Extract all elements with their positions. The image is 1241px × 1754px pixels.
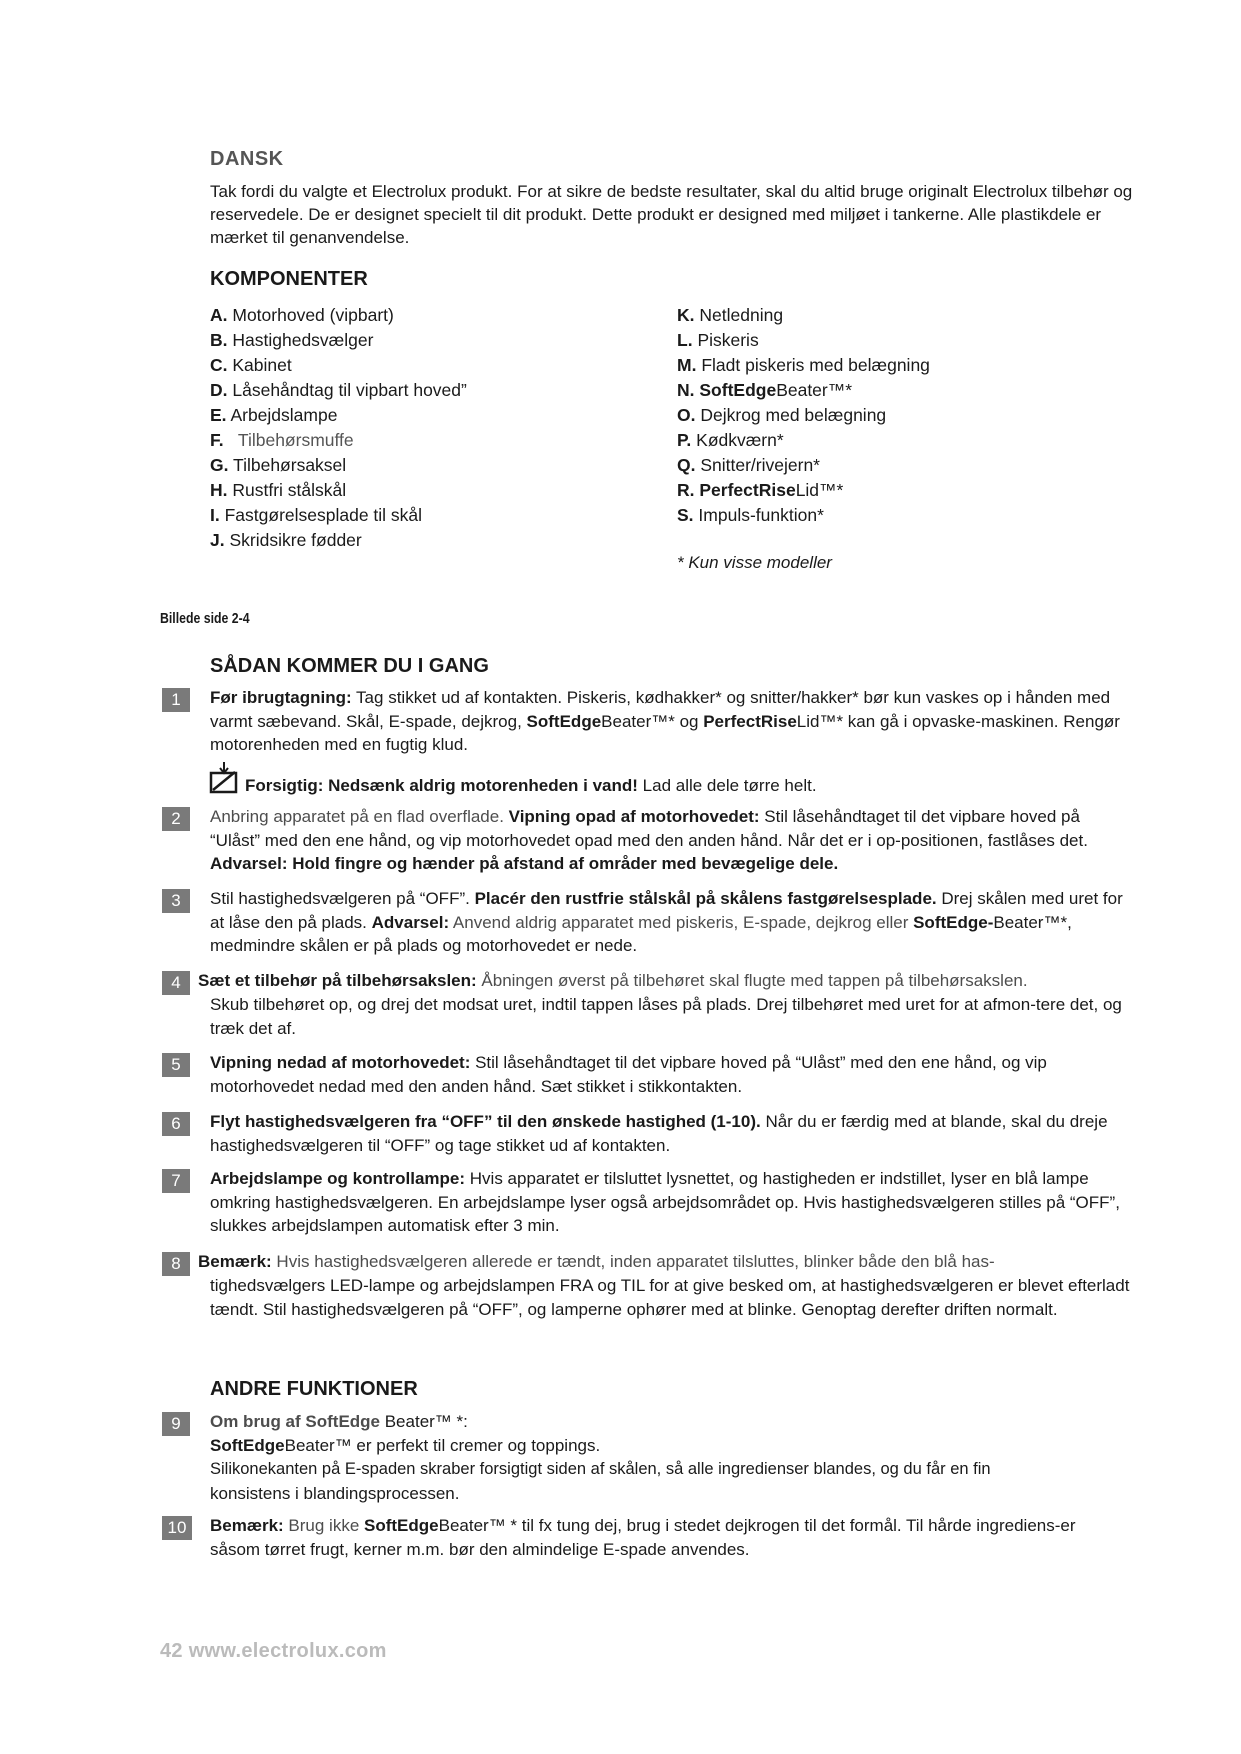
component-item: L. Piskeris (677, 330, 759, 350)
step-9-line-3: Silikonekanten på E-spaden skraber forsigtigt siden af skålen, så alle ingredienser blandes, og du får en fin (210, 1460, 991, 1478)
step-7-text: Arbejdslampe og kontrollampe: Hvis apparatet er tilsluttet lysnettet, og hastigheden er indstillet, lyser en blå lampe omkring hastighedsvælgeren. En arbejdslampe lyser også arbejdsområdet op. Hvis hastighedsvælgeren stilles på “OFF”, slukkes arbejdslampen automatisk efter 3 min. (210, 1169, 1120, 1235)
caution-text: Forsigtig: Nedsænk aldrig motorenheden i vand! Lad alle dele tørre helt. (245, 776, 817, 795)
component-item: F. Tilbehørsmuffe (210, 430, 354, 450)
step-number-9: 9 (162, 1412, 190, 1436)
step-5-text: Vipning nedad af motorhovedet: Stil låsehåndtaget til det vipbare hoved på “Ulåst” med den ene hånd, og vip motorhovedet nedad med den anden hånd. Sæt stikket i stikkontakten. (210, 1053, 1047, 1096)
caution-no-immerse-icon (208, 762, 242, 794)
component-item: D. Låsehåndtag til vipbart hoved” (210, 380, 467, 400)
step-9-title-line: Om brug af SoftEdge Beater™ *: (210, 1412, 468, 1431)
step-9-line-2: SoftEdgeBeater™ er perfekt til cremer og toppings. (210, 1436, 601, 1455)
step-number-8: 8 (162, 1252, 190, 1276)
page-footer: 42 www.electrolux.com (160, 1640, 387, 1662)
intro-paragraph: Tak fordi du valgte et Electrolux produkt. For at sikre de bedste resultater, skal du altid bruge originalt Electrolux tilbehør og reservedele. De er designet specielt til dit produkt. Dette produkt er designed med miljøet i tankerne. Alle plastikdele er mærket til genanvendelse. (210, 182, 1133, 247)
step-3-text: Stil hastighedsvælgeren på “OFF”. Placér den rustfrie stålskål på skålens fastgørelsesplade. Drej skålen med uret for at låse den på plads. Advarsel: Anvend aldrig apparatet med piskeris, E-spade, dejkrog eller SoftEdge-Beater™*, medmindre skålen er på plads og motorhovedet er nede. (210, 889, 1123, 955)
component-item: C. Kabinet (210, 355, 292, 375)
component-item: Q. Snitter/rivejern* (677, 455, 820, 475)
components-list-left (210, 303, 467, 553)
component-item: G. Tilbehørsaksel (210, 455, 347, 475)
step-2-text: Anbring apparatet på en flad overflade. Vipning opad af motorhovedet: Stil låsehåndtaget til det vipbare hoved på “Ulåst” med den ene hånd, og vip motorhovedet opad med den anden hånd. Når det er i op-positionen, fastlåses det. Advarsel: Hold fingre og hænder på afstand af områder med bevægelige dele. (210, 807, 1088, 873)
components-list-right (677, 303, 930, 528)
step-number-6: 6 (162, 1112, 190, 1136)
component-item: A. Motorhoved (vipbart) (210, 305, 394, 325)
component-item: O. Dejkrog med belægning (677, 405, 887, 425)
step-8-text: tighedsvælgers LED-lampe og arbejdslampen FRA og TIL for at give besked om, at hastighedsvælgeren er blevet efterladt tændt. Stil hastighedsvælgeren på “OFF”, og lamperne ophører med at blinke. Genoptag derefter driften normalt. (210, 1276, 1130, 1319)
component-item: P. Kødkværn* (677, 430, 784, 450)
other-functions-heading: ANDRE FUNKTIONER (210, 1378, 418, 1400)
step-number-5: 5 (162, 1053, 190, 1077)
component-item: J. Skridsikre fødder (210, 530, 362, 550)
component-item: B. Hastighedsvælger (210, 330, 374, 350)
models-footnote: * Kun visse modeller (677, 553, 832, 572)
components-heading: KOMPONENTER (210, 268, 368, 290)
component-item: N. SoftEdgeBeater™* (677, 380, 853, 400)
component-item: K. Netledning (677, 305, 784, 325)
step-number-7: 7 (162, 1169, 190, 1193)
step-number-2: 2 (162, 807, 190, 831)
component-item: M. Fladt piskeris med belægning (677, 355, 930, 375)
step-9-line-4: konsistens i blandingsprocessen. (210, 1484, 460, 1503)
step-number-1: 1 (162, 688, 190, 712)
component-item: H. Rustfri stålskål (210, 480, 347, 500)
component-item: R. PerfectRiseLid™* (677, 480, 844, 500)
step-4-heading-line: Sæt et tilbehør på tilbehørsakslen: Åbningen øverst på tilbehøret skal flugte med tappen på tilbehørsakslen. (198, 971, 1028, 990)
step-number-3: 3 (162, 889, 190, 913)
step-8-heading-line: Bemærk: Hvis hastighedsvælgeren allerede er tændt, inden apparatet tilsluttes, blinker både den blå has- (198, 1252, 995, 1271)
figure-reference: Billede side 2-4 (160, 610, 250, 627)
getting-started-heading: SÅDAN KOMMER DU I GANG (210, 655, 489, 677)
step-number-10: 10 (162, 1516, 192, 1540)
step-number-4: 4 (162, 971, 190, 995)
component-item: E. Arbejdslampe (210, 405, 338, 425)
component-item: S. Impuls-funktion* (677, 505, 824, 525)
step-1-text: Før ibrugtagning: Tag stikket ud af kontakten. Piskeris, kødhakker* og snitter/hakker* bør kun vaskes op i hånden med varmt sæbevand. Skål, E-spade, dejkrog, SoftEdgeBeater™* og PerfectRiseLid™* kan gå i opvaske-maskinen. Rengør motorenheden med en fugtig klud. (210, 688, 1120, 754)
language-heading: DANSK (210, 148, 284, 170)
step-6-text: Flyt hastighedsvælgeren fra “OFF” til den ønskede hastighed (1-10). Når du er færdig med at blande, skal du dreje hastighedsvælgeren til “OFF” og tage stikket ud af kontakten. (210, 1112, 1108, 1155)
step-4-text: Skub tilbehøret op, og drej det modsat uret, indtil tappen låses på plads. Drej tilbehøret med uret for at afmon-tere det, og træk det af. (210, 995, 1122, 1038)
step-10-text: Bemærk: Brug ikke SoftEdgeBeater™ * til fx tung dej, brug i stedet dejkrogen til det formål. Til hårde ingrediens-er såsom tørret frugt, kerner m.m. bør den almindelige E-spade anvendes. (210, 1516, 1076, 1559)
component-item: I. Fastgørelsesplade til skål (210, 505, 423, 525)
